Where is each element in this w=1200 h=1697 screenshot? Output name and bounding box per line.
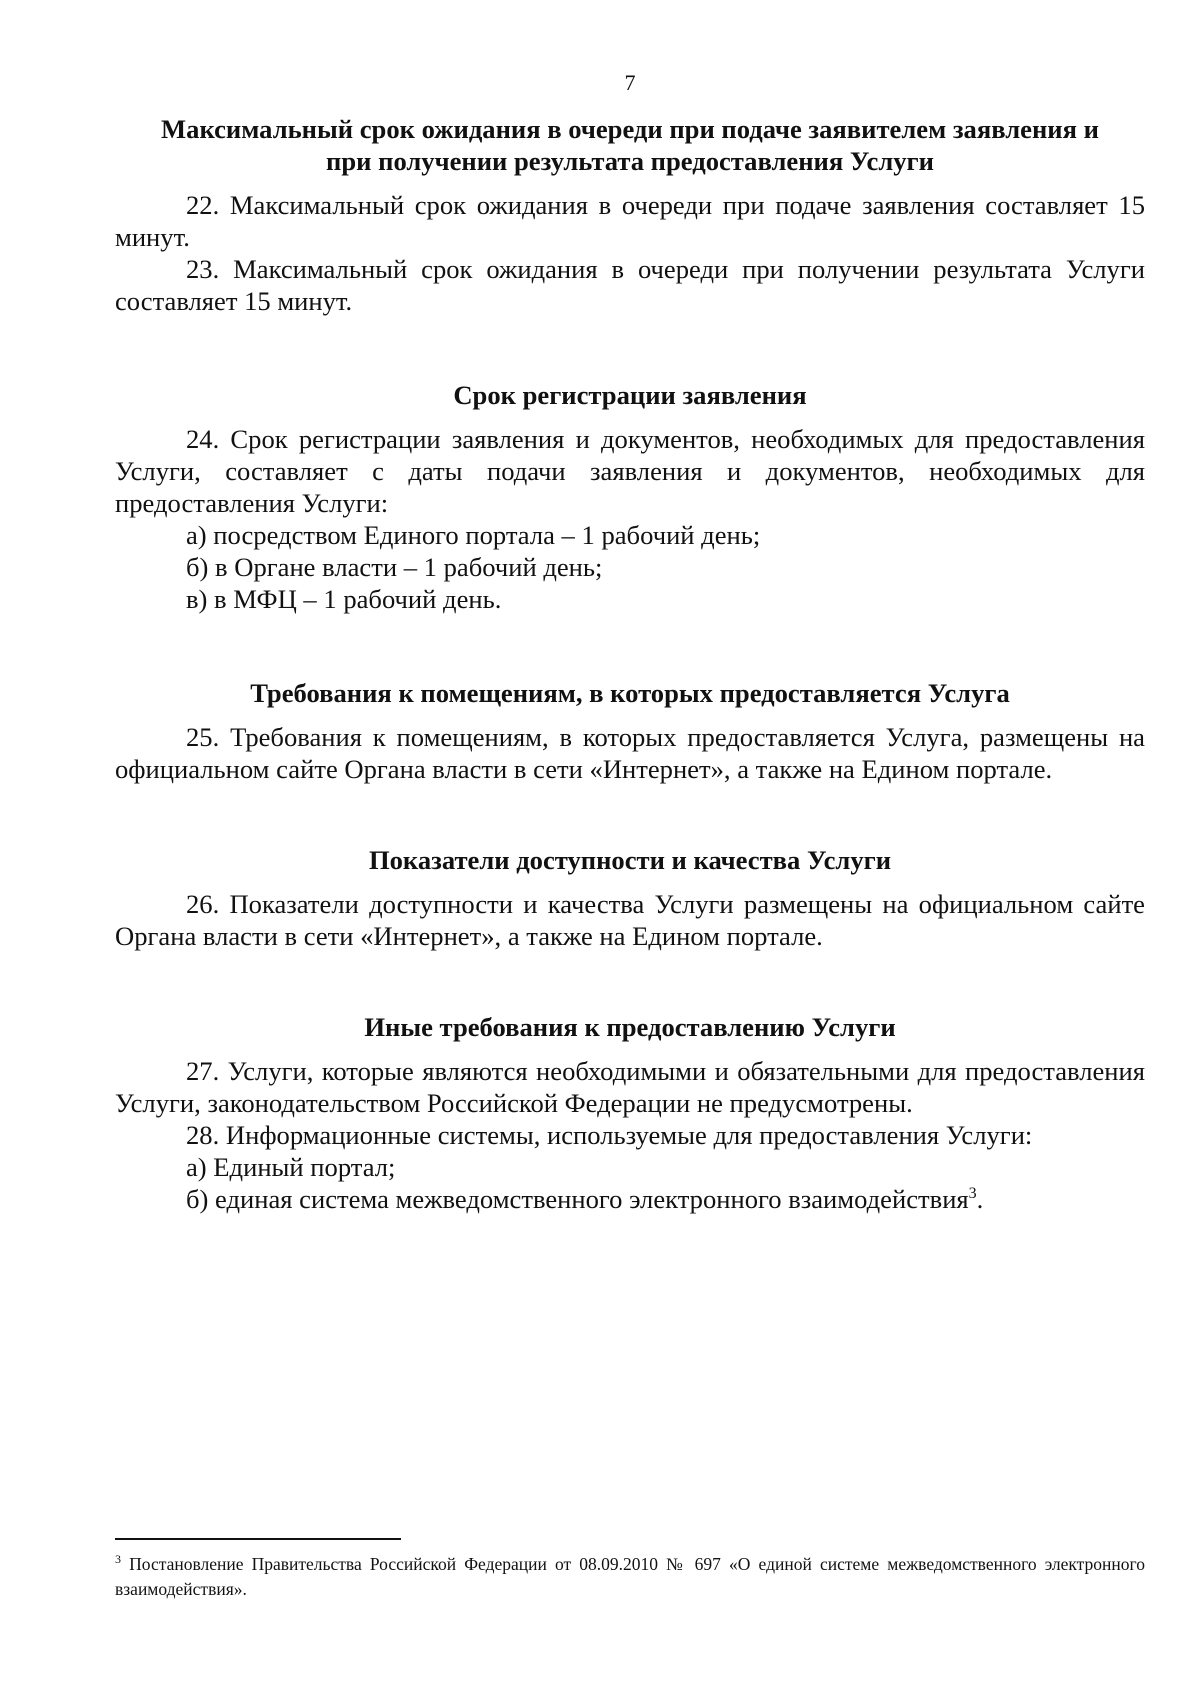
list-item-24b: б) в Органе власти – 1 рабочий день; [186,552,603,582]
footnote-marker: 3 [115,1552,121,1567]
footnote-separator [115,1538,401,1540]
page-content [115,113,1145,1215]
section-heading-registration: Срок регистрации заявления [453,380,807,410]
list-item-28b [115,1183,1145,1215]
paragraph-27: 27. Услуги, которые являются необходимыми и обязательными для предоставления Услуги, законодательством Российской Федерации не предусмотрены. [115,1056,1145,1118]
paragraph-22: 22. Максимальный срок ожидания в очереди при подаче заявления составляет 15 минут. [115,190,1145,252]
list-item-28b-end: . [976,1184,984,1214]
footnote [115,1552,1145,1602]
paragraph-25: 25. Требования к помещениям, в которых предоставляется Услуга, размещены на официальном сайте Органа власти в сети «Интернет», а также на Едином портале. [115,722,1145,784]
heading-line-1: Максимальный срок ожидания в очереди при подаче заявителем заявления и [161,114,1099,144]
list-item-28b-text: б) единая система межведомственного электронного взаимодействия [186,1184,969,1214]
section-heading-quality: Показатели доступности и качества Услуги [368,845,892,875]
paragraph-26: 26. Показатели доступности и качества Услуги размещены на официальном сайте Органа власти в сети «Интернет», а также на Едином портале. [115,889,1145,951]
section-heading-premises: Требования к помещениям, в которых предоставляется Услуга [250,678,1010,708]
section-heading-queue-wait [115,113,1145,177]
page-number: 7 [624,70,636,95]
footnote-text: Постановление Правительства Российской Федерации от 08.09.2010 № 697 «О единой системе межведомственного электронного взаимодействия». [115,1554,1145,1599]
footnote-reference[interactable]: 3 [968,1185,977,1203]
list-item-28a: а) Единый портал; [186,1152,396,1182]
paragraph-28: 28. Информационные системы, используемые для предоставления Услуги: [186,1120,1033,1150]
paragraph-24: 24. Срок регистрации заявления и документов, необходимых для предоставления Услуги, составляет с даты подачи заявления и документов, необходимых для предоставления Услуги: [115,424,1145,518]
list-item-24c: в) в МФЦ – 1 рабочий день. [186,584,502,614]
list-item-24a: а) посредством Единого портала – 1 рабочий день; [186,520,761,550]
section-heading-other-requirements: Иные требования к предоставлению Услуги [364,1012,896,1042]
paragraph-23: 23. Максимальный срок ожидания в очереди при получении результата Услуги составляет 15 минут. [115,254,1145,316]
heading-line-2: при получении результата предоставления Услуги [326,146,934,176]
